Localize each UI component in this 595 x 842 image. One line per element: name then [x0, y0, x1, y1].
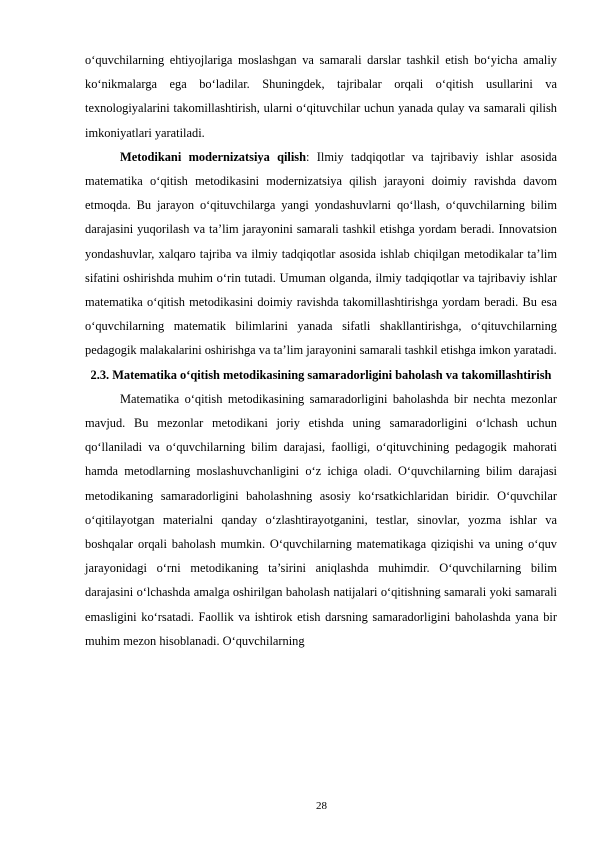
page-number: 28: [316, 800, 327, 812]
section-heading: 2.3. Matematika o‘qitish metodikasining samaradorligini baholash va takomillashtirish: [90, 367, 552, 382]
document-page: [85, 48, 557, 653]
paragraph-lead-term: Metodikani modernizatsiya qilish: [120, 149, 307, 164]
paragraph-evaluation: Matematika o‘qitish metodikasining samaradorligini baholashda bir nechta mezonlar mavjud. Bu mezonlar metodikani joriy etishda uning samaradorligini o‘lchash uchun qo‘llaniladi va o‘quvchilarning bilim darajasi, faolligi, o‘qituvchining pedagogik mahorati hamda metodlarning moslashuvchanligini o‘z ichiga oladi. O‘quvchilarning bilim darajasi metodikaning samaradorligini baholashning asosiy ko‘rsatkichlaridan biridir. O‘quvchilar o‘qitilayotgan materialni qanday o‘zlashtirayotganini, testlar, sinovlar, yozma ishlar va boshqalar orqali baholash mumkin. O‘quvchilarning matematikaga qiziqishi va uning o‘quv jarayonidagi o‘rni metodikaning ta’sirini aniqlashda muhimdir. O‘quvchilarning bilim darajasini o‘lchashda amalga oshirilgan baholash natijalari o‘qitishning samarali yoki samarali emasligini ko‘rsatadi. Faollik va ishtirok etish darsning samaradorligini baholashda yana bir muhim mezon hisoblanadi. O‘quvchilarning: [85, 391, 557, 648]
paragraph-modernization: [85, 145, 557, 363]
paragraph-continuation: o‘quvchilarning ehtiyojlariga moslashgan va samarali darslar tashkil etish bo‘yicha amaliy ko‘nikmalarga ega bo‘ladilar. Shuningdek, tajribalar orqali o‘qitish usullarini va texnologiyalarini takomillashtirish, ularni o‘qituvchilar uchun yanada qulay va samarali qilish imkoniyatlari yaratiladi.: [85, 53, 557, 140]
paragraph-body: : Ilmiy tadqiqotlar va tajribaviy ishlar asosida matematika o‘qitish metodikasini modernizatsiya qilish jarayoni doimiy ravishda davom etmoqda. Bu jarayon o‘qituvchilarga yangi yondashuvlarni qo‘llash, o‘quvchilarning bilim darajasini yuqorilash va ta’lim jarayonini samarali tashkil etishga yordam beradi. Innovatsion yondashuvlar, xalqaro tajriba va ilmiy tadqiqotlar asosida ishlab chiqilgan metodikalar ta’lim sifatini oshirishda muhim o‘rin tutadi. Umuman olganda, ilmiy tadqiqotlar va tajribaviy ishlar matematika o‘qitish metodikasini doimiy ravishda takomillashtirishga yordam beradi. Bu esa o‘quvchilarning matematik bilimlarini yanada sifatli shakllantirishga, o‘qituvchilarning pedagogik malakalarini oshirishga va ta’lim jarayonini samarali tashkil etishga imkon yaratadi.: [85, 149, 557, 358]
